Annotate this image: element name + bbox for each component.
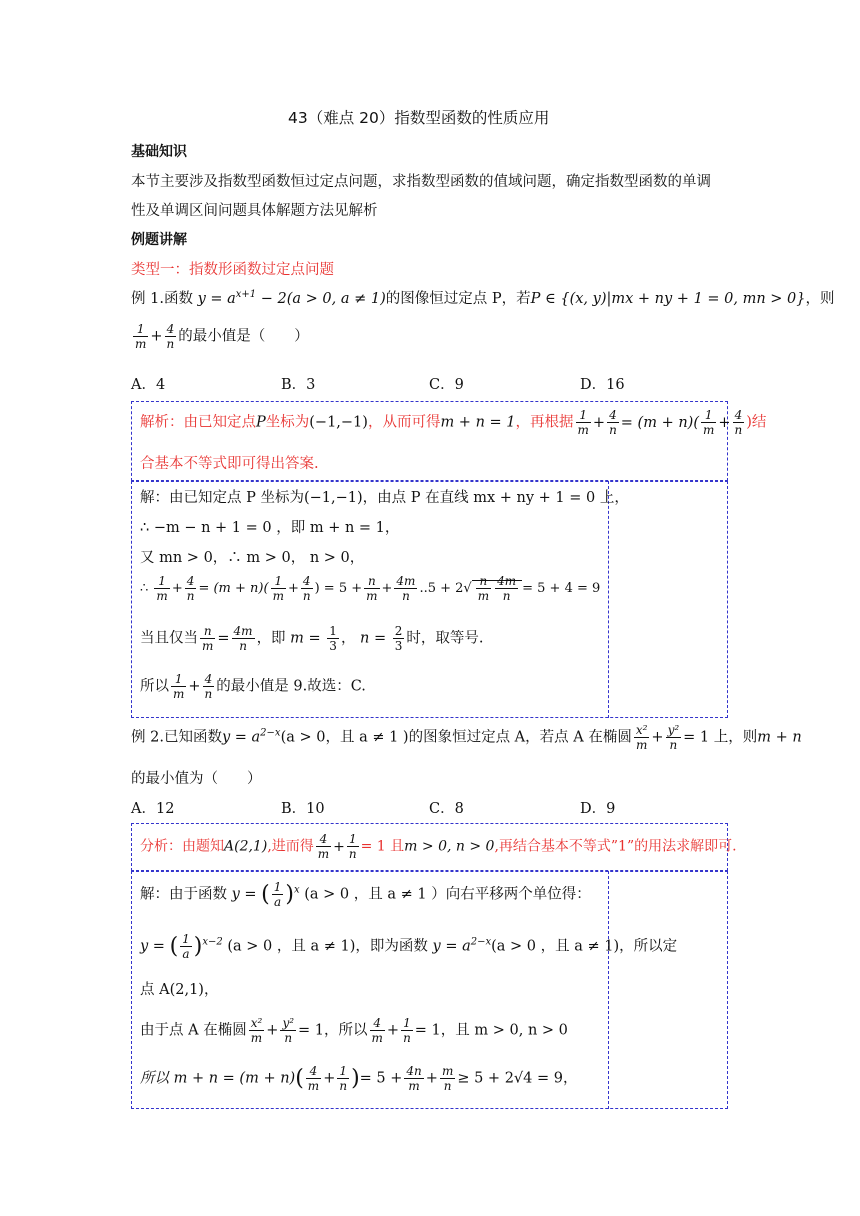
ex2-option-d: D．9 (580, 801, 616, 817)
ex2-d: m + n (757, 729, 802, 746)
ex1-prefix: 例 1.函数 (131, 291, 193, 307)
ex1-sol-line4: ∴ $\frac{1}{m}$ + $\frac{4}{n}$ = (m + n)( $\frac{1}{m}$ + $\frac{4}{n}$ ) = 5 + $\frac{n}{m}$ + $\frac{4m}{n}$ ..5 + 2√ $\frac{n}{m}$ $\frac{4m}{n}$ = 5 + 4 = 9 (140, 574, 601, 603)
ex1-sol4-a: ∴ (140, 581, 149, 596)
ex2-option-c: C．8 (429, 801, 464, 817)
ex1-sol5-a: 当且仅当 (140, 630, 198, 647)
ex2-hint-c: ,进而得 (267, 838, 314, 855)
ex2-hint-e: m > 0, n > 0 (404, 838, 495, 855)
ex1-mid: 的图像恒过定点 P，若 (385, 291, 531, 307)
ex1-sol4-e: = 5 + 4 = 9 (522, 581, 601, 596)
ex2-sol2-a: (a > 0 ，且 a ≠ 1)，即为函数 (227, 938, 428, 955)
ex1-solution-divider (608, 481, 609, 718)
ex1-sol-line3: 又 mn > 0，∴ m > 0， n > 0， (140, 550, 365, 566)
ex1-question-line2: $\frac{1}{m}$ + $\frac{4}{n}$ 的最小值是（ ） (135, 322, 309, 351)
ex2-question-line2: 的最小值为（ ） (131, 771, 262, 787)
ex1-sol-line2: ∴ −m − n + 1 = 0 ，即 m + n = 1， (140, 520, 400, 536)
ex1-tail: 的最小值是（ ） (178, 328, 309, 345)
ex2-exp: 2−x (260, 727, 281, 739)
ex1-question-line1 (131, 287, 835, 308)
ex2-option-b: B．10 (281, 801, 325, 817)
ex1-hint-i: )结 (746, 414, 767, 431)
ex1-hint-g: ，再根据 (515, 414, 574, 431)
ex1-sol5-b: ，即 (256, 630, 286, 647)
ex2-sol5-a: 所以 m + n = (m + n) (140, 1070, 296, 1087)
ex1-sol5-d: 时，取等号. (406, 630, 484, 647)
ex2-sol1-a: 解：由于函数 (140, 886, 227, 903)
ex2-sol5-b: = 5 + (359, 1070, 403, 1087)
ex2-sol5-c: ≥ 5 + 2√4 = 9， (457, 1070, 578, 1087)
ex2-option-a: A．12 (131, 801, 175, 817)
ex1-sol4-d: ..5 + 2 (419, 581, 464, 596)
ex1-sol4-b: = (m + n)( (198, 581, 269, 596)
ex1-hint-line2: 合基本不等式即可得出答案. (140, 456, 319, 472)
ex1-option-d: D．16 (580, 377, 625, 393)
ex1-hint-f: m + n = 1 (440, 414, 516, 431)
ex1-sol-line5: 当且仅当 $\frac{n}{m}$ = $\frac{4m}{n}$ ，即 m = $\frac{1}{3}$ ， n = $\frac{2}{3}$ 时，取等号. (140, 624, 484, 653)
ex2-sol-line4: 由于点 A 在椭圆 $\frac{\text{x²}}{m}$ + $\frac{\text{y²}}{n}$ = 1，所以 $\frac{4}{m}$ + $\frac{1}{n}$ = 1，且 m > 0, n > 0 (140, 1016, 568, 1045)
section-basic: 基础知识 (131, 144, 187, 160)
ex1-hint-line1: 解析：由已知定点P坐标为(−1,−1)，从而可得m + n = 1，再根据 $\frac{1}{m}$ + $\frac{4}{n}$ = (m + n)( $\frac{1}{m}$ + $\frac{4}{n}$ )结 (140, 408, 767, 437)
ex1-sol-line1: 解：由已知定点 P 坐标为(−1,−1)，由点 P 在直线 mx + ny + 1 = 0 上， (140, 490, 629, 506)
ex2-hint-line: 分析：由题知A(2,1),进而得 $\frac{4}{m}$ + $\frac{1}{n}$ = 1 且m > 0, n > 0,再结合基本不等式”1”的用法求解即可. (140, 832, 737, 861)
intro-line-1: 本节主要涉及指数型函数恒过定点问题，求指数型函数的值域问题，确定指数型函数的单调 (131, 174, 711, 190)
ex2-sol2-b: (a > 0 ，且 a ≠ 1)，所以定 (491, 938, 678, 955)
ex1-func: y = a (197, 291, 236, 307)
frac-1-m: $\frac{1}{m}$ (135, 322, 147, 351)
ex1-sol6-a: 所以 (140, 678, 169, 695)
frac-4-n: $\frac{4}{n}$ (166, 322, 175, 351)
section-examples: 例题讲解 (131, 232, 187, 248)
ex2-sol-line2: y = ( $\frac{1}{a}$ )$^{x-2}$ (a > 0 ，且 a ≠ 1)，即为函数 $y = a^{2-x}(a > 0$ ，且 a ≠ 1)，所以定 (140, 932, 678, 961)
ex2-solution-divider (608, 871, 609, 1109)
ex1-hint-a: 解析：由已知定点 (140, 414, 256, 431)
ex1-hint-c: 坐标为 (265, 414, 310, 431)
ex1-sol4-c: ) = 5 + (314, 581, 363, 596)
ex1-hint-h: = (m + n)( (620, 414, 699, 431)
ex2-mid: (a > 0，且 a ≠ 1 )的图象恒过定点 A，若点 A 在椭圆 (280, 729, 632, 746)
ex1-sol6-b: 的最小值是 9.故选：C. (216, 678, 366, 695)
ex1-option-c: C．9 (429, 377, 464, 393)
ex1-sol-line6: 所以 $\frac{1}{m}$ + $\frac{4}{n}$ 的最小值是 9.故选：C. (140, 672, 366, 701)
ex2-sol-line1: 解：由于函数 y = ( $\frac{1}{a}$ )$^x$ (a > 0 ，且 a ≠ 1 ）向右平移两个单位得： (140, 880, 591, 909)
page-title: 43（难点 20）指数型函数的性质应用 (288, 109, 550, 127)
ex1-option-b: B．3 (281, 377, 316, 393)
intro-line-2: 性及单调区间问题具体解题方法见解析 (131, 203, 378, 219)
ex2-sol4-b: = 1，所以 (298, 1022, 368, 1039)
ex2-sol4-a: 由于点 A 在椭圆 (140, 1022, 247, 1039)
ex1-hint-p: P (256, 414, 266, 431)
ex1-hint-e: ，从而可得 (367, 414, 441, 431)
ex1-option-a: A．4 (131, 377, 166, 393)
ex2-sol4-c: = 1，且 m > 0, n > 0 (414, 1022, 568, 1039)
ex2-sol1-b: (a > 0 ，且 a ≠ 1 ）向右平移两个单位得： (304, 886, 591, 903)
ex1-sol5-c: ， (340, 630, 356, 647)
ex2-prefix: 例 2.已知函数 (131, 729, 222, 746)
ex1-exp: x+1 (235, 289, 257, 301)
ex1-hint-d: (−1,−1) (309, 414, 368, 431)
ex1-end: ，则 (805, 291, 835, 307)
ex2-hint-f: ,再结合基本不等式”1”的用法求解即可. (494, 838, 737, 855)
type1-heading: 类型一：指数形函数过定点问题 (131, 262, 334, 278)
ex2-func: y = a (221, 729, 261, 746)
ex2-sol-line5: 所以 m + n = (m + n)( $\frac{4}{m}$ + $\frac{1}{n}$ )= 5 + $\frac{4n}{m}$ + $\frac{m}{n}$ ≥ 5 + 2√4 = 9， (140, 1064, 578, 1093)
ex2-hint-d: = 1 且 (360, 838, 405, 855)
ex1-func-rest: − 2(a > 0, a ≠ 1) (256, 291, 386, 307)
ex2-question-line1: 例 2.已知函数$y = a^{2-x}(a > 0$，且 a ≠ 1 )的图象恒过定点 A，若点 A 在椭圆 $\frac{\text{x²}}{m}$ + $\frac{\text{y²}}{n}$ = 1 上，则m + n (131, 723, 802, 752)
ex2-c: = 1 上，则 (683, 729, 758, 746)
ex2-hint-b: A(2,1) (224, 838, 268, 855)
ex2-hint-a: 分析：由题知 (140, 838, 224, 855)
ex1-set: P ∈ {(x, y)|mx + ny + 1 = 0, mn > 0} (530, 291, 806, 307)
ex2-sol-line3: 点 A(2,1)， (140, 982, 219, 998)
